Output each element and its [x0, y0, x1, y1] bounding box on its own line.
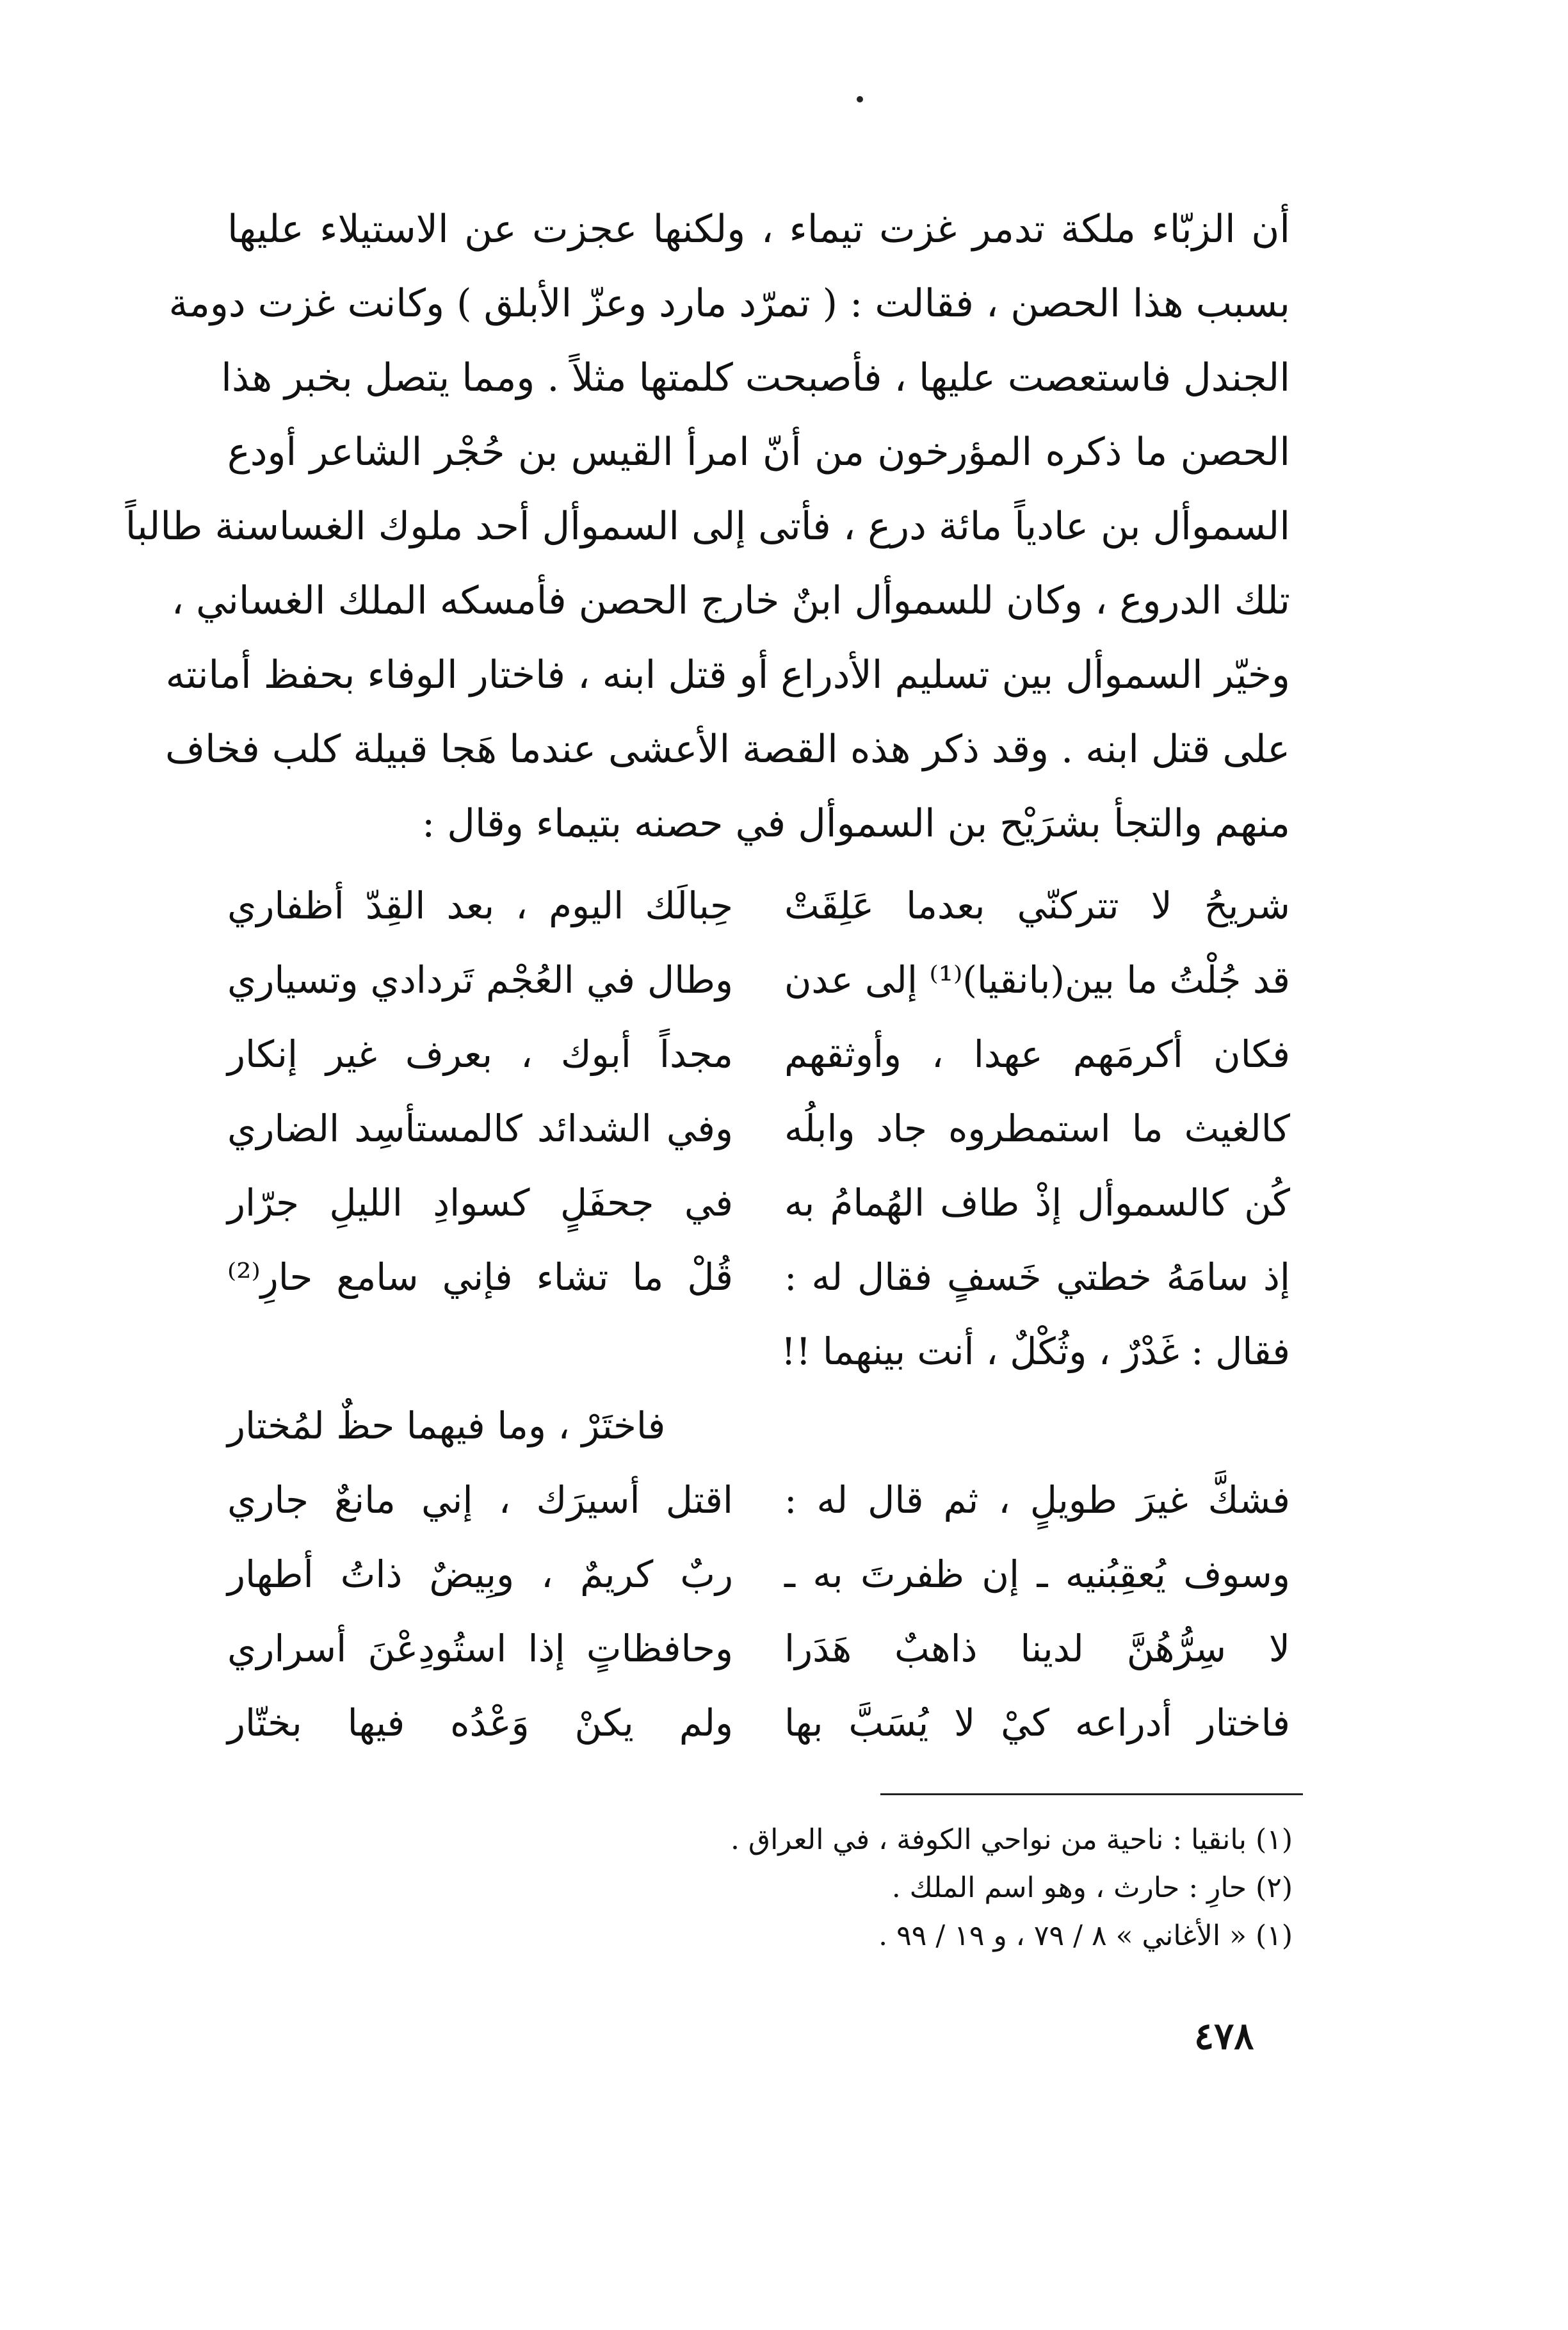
verse-first-hemistich: فكان أكرمَهم عهدا ، وأوثقهم	[784, 1032, 1290, 1076]
verse-first-hemistich: قد جُلْتُ ما بين(بانقيا)⁽¹⁾ إلى عدن	[784, 958, 1290, 1002]
poem-verse-full	[227, 1404, 1290, 1478]
verse-second-hemistich: حِبالَك اليوم ، بعد القِدّ أظفاري	[227, 884, 733, 927]
verse-first-hemistich: فاختار أدراعه كيْ لا يُسَبَّ بها	[784, 1701, 1290, 1745]
verse-second-hemistich: وفي الشدائد كالمستأسِد الضاري	[227, 1107, 733, 1150]
footnotes	[332, 1816, 1293, 1960]
body-line: وخيّر السموأل بين تسليم الأدراع أو قتل ابنه ، فاختار الوفاء بحفظ أمانته	[165, 653, 1290, 697]
verse-second-hemistich: ربٌ كريمٌ ، وبِيضٌ ذاتُ أطهار	[227, 1552, 733, 1596]
verse-second-hemistich: ولم يكنْ وَعْدُه فيها بختّار	[227, 1701, 733, 1745]
poem-verse	[227, 1032, 1290, 1107]
verse-second-hemistich: وحافظاتٍ إذا استُودِعْنَ أسراري	[227, 1627, 733, 1670]
poem-verse	[227, 884, 1290, 958]
poem-verse	[227, 1478, 1290, 1552]
poem-verse	[227, 1181, 1290, 1255]
verse-first-hemistich: كُن كالسموأل إذْ طاف الهُمامُ به	[784, 1181, 1290, 1225]
verse-second-hemistich: وطال في العُجْم تَردادي وتسياري	[227, 958, 733, 1002]
poem-verse-full	[227, 1330, 1290, 1404]
poem-verse	[227, 1552, 1290, 1627]
poem-verse	[227, 1107, 1290, 1181]
body-paragraph	[125, 192, 1290, 861]
verse-full-line: فاختَرْ ، وما فيهما حظٌ لمُختار	[227, 1404, 666, 1447]
verse-second-hemistich: قُلْ ما تشاء فإني سامع حارِ⁽²⁾	[227, 1255, 733, 1299]
verse-second-hemistich: اقتل أسيرَك ، إني مانعٌ جاري	[227, 1478, 733, 1522]
body-line: بسبب هذا الحصن ، فقالت : ( تمرّد مارد وعزّ الأبلق ) وكانت غزت دومة	[168, 281, 1290, 326]
body-line: أن الزبّاء ملكة تدمر غزت تيماء ، ولكنها عجزت عن الاستيلاء عليها	[227, 207, 1290, 252]
verse-first-hemistich: وسوف يُعقِبُنيه ـ إن ظفرتَ به ـ	[784, 1552, 1290, 1596]
body-line: السموأل بن عادياً مائة درع ، فأتى إلى السموأل أحد ملوك الغساسنة طالباً	[125, 504, 1290, 549]
footnote: (١) بانقيا : ناحية من نواحي الكوفة ، في العراق .	[730, 1823, 1293, 1856]
footnote: (٢) حارِ : حارث ، وهو اسم الملك .	[891, 1871, 1293, 1904]
verse-first-hemistich: كالغيث ما استمطروه جاد وابلُه	[784, 1107, 1290, 1150]
body-line: تلك الدروع ، وكان للسموأل ابنٌ خارج الحصن فأمسكه الملك الغساني ،	[171, 578, 1290, 623]
body-line: على قتل ابنه . وقد ذكر هذه القصة الأعشى عندما هَجا قبيلة كلب فخاف	[165, 727, 1290, 772]
body-line-last: منهم والتجأ بشرَيْح بن السموأل في حصنه بتيماء وقال :	[421, 801, 1290, 846]
verse-first-hemistich: لا سِرُّهُنَّ لدينا ذاهبٌ هَدَرا	[784, 1627, 1290, 1670]
verse-first-hemistich: إذ سامَهُ خطتي خَسفٍ فقال له :	[784, 1255, 1290, 1299]
verse-second-hemistich: مجداً أبوك ، بعرف غير إنكار	[227, 1032, 733, 1076]
body-line: الحصن ما ذكره المؤرخون من أنّ امرأ القيس بن حُجْر الشاعر أودع	[227, 430, 1290, 475]
page-number: ٤٧٨	[1194, 2014, 1254, 2058]
poem-verse	[227, 1627, 1290, 1701]
poem-verse	[227, 1701, 1290, 1775]
body-line: الجندل فاستعصت عليها ، فأصبحت كلمتها مثلاً . ومما يتصل بخبر هذا	[221, 355, 1290, 400]
footnote: (١) « الأغاني » ٨ / ٧٩ ، و ١٩ / ٩٩ .	[878, 1919, 1293, 1952]
footnote-divider	[880, 1793, 1303, 1795]
ink-dot	[857, 96, 863, 102]
verse-second-hemistich: في جحفَلٍ كسوادِ الليلِ جرّار	[227, 1181, 733, 1225]
poem	[227, 884, 1290, 1775]
poem-verse	[227, 1255, 1290, 1330]
poem-verse	[227, 958, 1290, 1032]
verse-first-hemistich: فشكَّ غيرَ طويلٍ ، ثم قال له :	[784, 1478, 1290, 1522]
verse-first-hemistich: شريحُ لا تتركنّي بعدما عَلِقَتْ	[784, 884, 1290, 927]
verse-full-line: فقال : غَدْرٌ ، وثُكْلٌ ، أنت بينهما !!	[780, 1330, 1290, 1373]
